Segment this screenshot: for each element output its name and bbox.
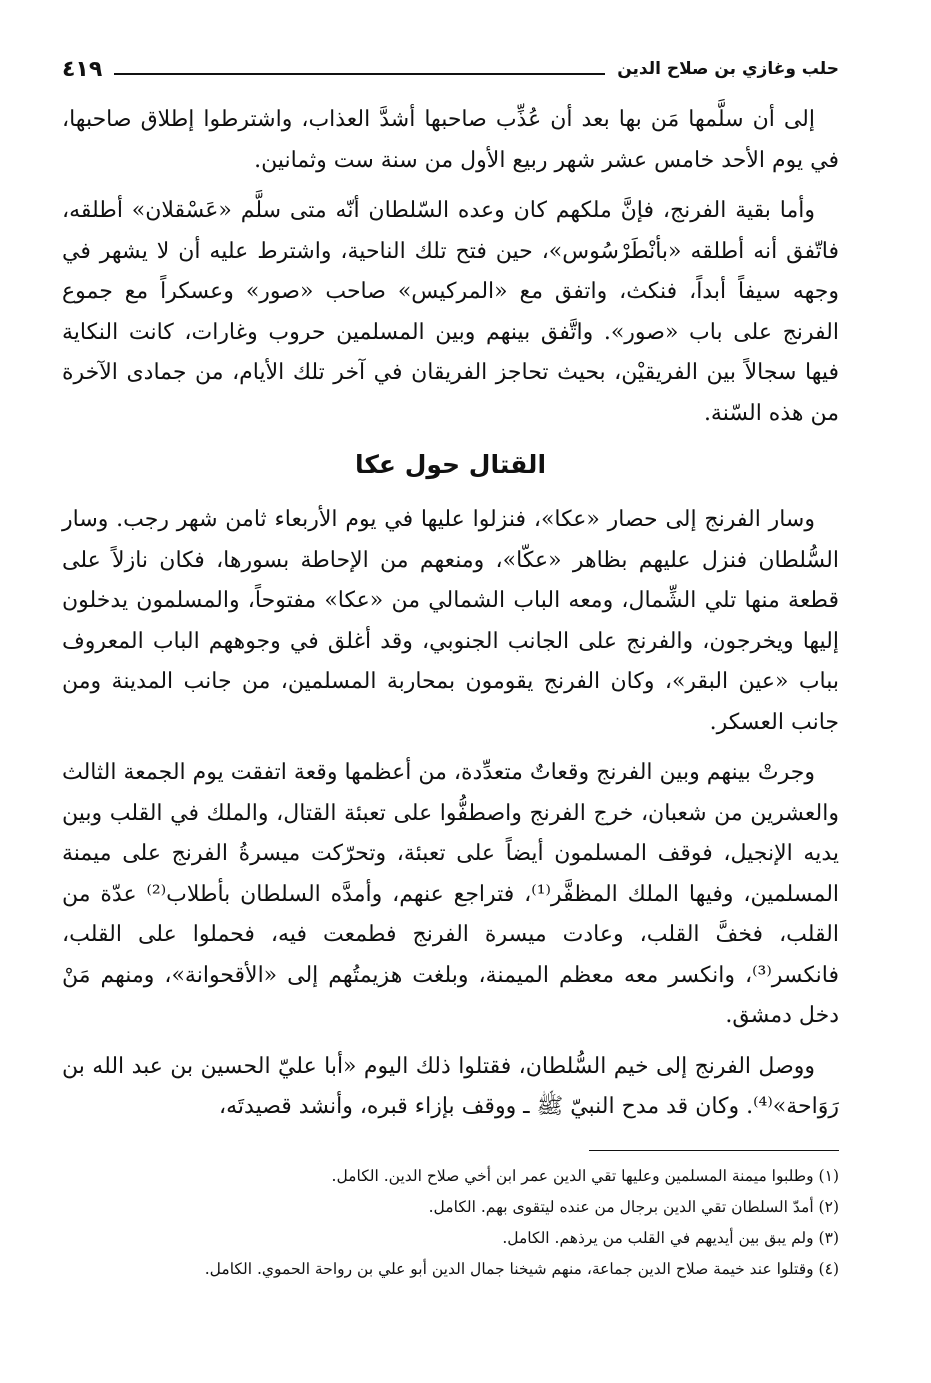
paragraph: وجرتْ بينهم وبين الفرنج وقعاتٌ متعدِّدة، من أعظمها وقعة اتفقت يوم الجمعة الثالث والعشرين من شعبان، خرج الفرنج واصطفُّوا على تعبئة القتال، والملك في القلب وبين يديه الإنجيل، فوقف المسلمون أيضاً على تعبئة، وتحرّكت ميسرةُ الفرنج على ميمنة المسلمين، وفيها الملك المظفَّر⁽¹⁾، فتراجع عنهم، وأمدَّه السلطان بأطلاب⁽²⁾ عدّة من القلب، فخفَّ القلب، وعادت ميسرة الفرنج فطمعت فيه، فحملوا على القلب، فانكسر⁽³⁾، وانكسر معه معظم الميمنة، وبلغت هزيمتُهم إلى «الأقحوانة»، ومنهم مَنْ دخل دمشق. [62,760,840,1028]
footnotes [62,1161,839,1285]
header-rule [114,73,605,75]
page-number: ٤١٩ [62,56,103,82]
section-heading: القتال حول عكا [354,450,547,479]
book-page [62,44,839,1383]
paragraph: إلى أن سلَّمها مَن بها بعد أن عُذِّب صاحبها أشدَّ العذاب، واشترطوا إطلاق صاحبها، في يوم الأحد خامس عشر شهر ربيع الأول من سنة ست وثمانين. [62,107,839,173]
paragraph: ووصل الفرنج إلى خيم السُّلطان، فقتلوا ذلك اليوم «أبا عليّ الحسين بن عبد الله بن رَوَاحة»⁽⁴⁾. وكان قد مدح النبيّ ﷺ ـ ووقف بإزاء قبره، وأنشد قصيدتَه، [62,1053,839,1119]
footnote: (٢) أمدّ السلطان تقي الدين برجال من عنده ليتقوى بهم. الكامل. [428,1197,839,1216]
footnote-separator [589,1150,839,1151]
running-title: حلب وغازي بن صلاح الدين [617,59,839,79]
page-header [62,44,839,94]
footnote: (٣) ولم يبق بين أيديهم في القلب من يرذهم. الكامل. [502,1228,839,1247]
footnote: (١) وطلبوا ميمنة المسلمين وعليها تقي الدين عمر ابن أخي صلاح الدين. الكامل. [331,1166,839,1185]
footnote: (٤) وقتلوا عند خيمة صلاح الدين جماعة، منهم شيخنا جمال الدين أبو علي بن رواحة الحموي. الكامل. [204,1259,839,1278]
body-text [62,100,839,1128]
paragraph: وسار الفرنج إلى حصار «عكا»، فنزلوا عليها في يوم الأربعاء ثامن شهر رجب. وسار السُّلطان فنزل عليهم بظاهر «عكّا»، ومنعهم من الإحاطة بسورها، فكان نازلاً على قطعة منها تلي الشِّمال، ومعه الباب الشمالي من «عكا» مفتوحاً، والمسلمون يدخلون إليها ويخرجون، والفرنج على الجانب الجنوبي، وقد أغلق في وجوههم الباب المعروف بباب «عين البقر»، وكان الفرنج يقومون بمحاربة المسلمين، من جانب المدينة ومن جانب العسكر. [62,507,839,735]
paragraph: وأما بقية الفرنج، فإنَّ ملكهم كان وعده السّلطان أنّه متى سلَّم «عَسْقلان» أطلقه، فاتّفق أنه أطلقه «بأنْطَرْسُوس»، حين فتح تلك الناحية، واشترط عليه أن لا يشهر في وجهه سيفاً أبداً، فنكث، واتفق مع «المركيس» صاحب «صور» وعسكراً مع جموع الفرنج على باب «صور». واتَّفق بينهم وبين المسلمين حروب وغارات، كانت النكاية فيها سجالاً بين الفريقيْن، بحيث تحاجز الفريقان في آخر تلك الأيام، من جمادى الآخرة من هذه السّنة. [62,198,839,426]
